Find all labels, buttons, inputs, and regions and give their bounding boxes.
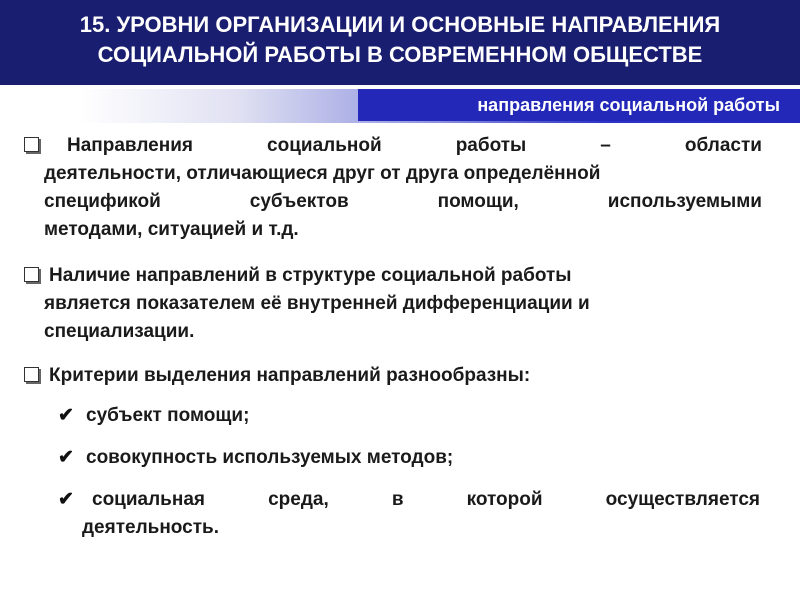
paragraph-line: деятельность. [82, 517, 219, 538]
paragraph-directions-presence [24, 262, 764, 346]
paragraph-line: является показателем её внутренней дифференциации и [44, 293, 590, 314]
word: среда, [268, 489, 329, 510]
paragraph-line: методами, ситуацией и т.д. [44, 219, 299, 240]
criteria-item [58, 444, 758, 472]
paragraph-line [58, 444, 758, 472]
paragraph-line [24, 132, 762, 160]
checkmark-icon: ✔ [58, 405, 74, 426]
criteria-text: субъект помощи; [86, 405, 250, 426]
word: в [391, 489, 404, 510]
criteria-item [58, 402, 758, 430]
checkbox-bullet-icon [24, 367, 39, 382]
subheader-label: направления социальной работы [477, 95, 780, 115]
paragraph-line [24, 362, 764, 390]
bullet-first-word [24, 132, 193, 160]
word: используемыми [607, 191, 762, 212]
word: помощи, [437, 191, 519, 212]
word: которой [466, 489, 543, 510]
paragraph-line [58, 402, 758, 430]
page-title-line-2: СОЦИАЛЬНОЙ РАБОТЫ В СОВРЕМЕННОМ ОБЩЕСТВЕ [97, 42, 703, 67]
line-text: Наличие направлений в структуре социальной работы [49, 265, 572, 286]
paragraph-criteria-heading [24, 362, 764, 390]
word: социальной [267, 135, 382, 156]
paragraph-directions-definition [24, 132, 762, 244]
checkbox-bullet-icon [24, 137, 39, 152]
criteria-text: совокупность используемых методов; [86, 447, 454, 468]
checkmark-icon: ✔ [58, 447, 74, 468]
word: социальная [92, 489, 205, 510]
word: субъектов [249, 191, 349, 212]
word: работы [455, 135, 527, 156]
word: области [684, 135, 762, 156]
page-title-line-1: 15. УРОВНИ ОРГАНИЗАЦИИ И ОСНОВНЫЕ НАПРАВЛЕНИЯ [79, 12, 721, 37]
line-text: Критерии выделения направлений разнообразны: [49, 365, 531, 386]
word: – [600, 135, 611, 156]
checkmark-icon: ✔ [58, 489, 74, 510]
word: Направления [67, 135, 193, 156]
paragraph-line: специализации. [44, 321, 195, 342]
paragraph-line [24, 188, 762, 216]
paragraph-line: деятельности, отличающиеся друг от друга определённой [44, 163, 601, 184]
check-first-word [58, 486, 205, 514]
criteria-item [58, 486, 760, 542]
checkbox-bullet-icon [24, 267, 39, 282]
paragraph-line [58, 486, 760, 514]
word: спецификой [44, 191, 161, 212]
word: осуществляется [605, 489, 760, 510]
paragraph-line [24, 262, 764, 290]
